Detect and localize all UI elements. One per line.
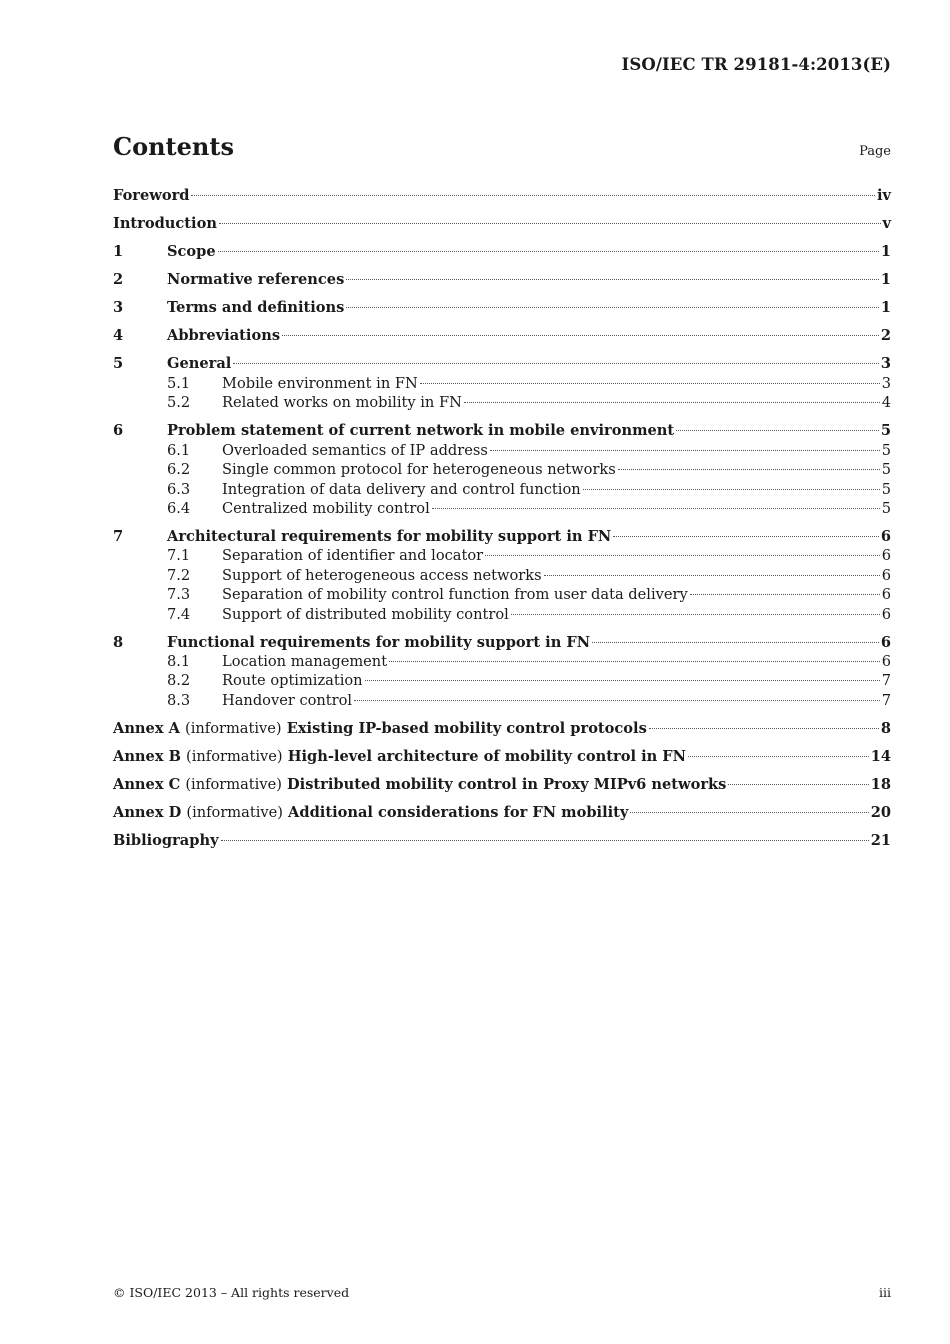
toc-entry-clause-8-2[interactable] xyxy=(113,671,891,690)
annex-title: Distributed mobility control in Proxy MIPv6 networks xyxy=(287,776,727,794)
toc-entry-page: 1 xyxy=(880,243,891,261)
annex-title: High-level architecture of mobility control in FN xyxy=(287,747,687,765)
dot-leader xyxy=(511,614,880,615)
toc-entry-number: 3 xyxy=(113,299,124,317)
toc-entry-page: 5 xyxy=(881,480,891,498)
toc-entry-clause-7-2[interactable] xyxy=(113,566,891,585)
toc-entry-clause-7-4[interactable] xyxy=(113,605,891,624)
toc-entry-page: 1 xyxy=(880,271,891,289)
toc-entry-number: 5.1 xyxy=(167,374,191,392)
toc-entry-title: Separation of identifier and locator xyxy=(222,547,484,565)
toc-entry-title: Introduction xyxy=(113,215,217,233)
annex-label: Annex A xyxy=(113,719,180,737)
toc-entry-page: 5 xyxy=(881,441,891,459)
dot-leader xyxy=(219,223,881,224)
toc-entry-title xyxy=(113,775,726,794)
toc-entry-page: 6 xyxy=(880,633,891,651)
toc-entry-title: Bibliography xyxy=(113,832,219,850)
dot-leader xyxy=(464,402,880,403)
toc-entry-clause-4[interactable] xyxy=(113,326,891,345)
toc-entry-page: 6 xyxy=(881,653,891,670)
toc-entry-number: 8.2 xyxy=(167,672,191,690)
annex-kind: (informative) xyxy=(186,804,283,822)
toc-entry-clause-5-2[interactable] xyxy=(113,393,891,412)
toc-entry-title: Terms and definitions xyxy=(167,299,345,317)
toc-entry-clause-5[interactable] xyxy=(113,354,891,373)
toc-entry-clause-8-3[interactable] xyxy=(113,691,891,710)
toc-entry-clause-6-3[interactable] xyxy=(113,480,891,499)
toc-entry-number: 4 xyxy=(113,327,124,345)
dot-leader xyxy=(365,680,880,681)
toc-entry-page: 20 xyxy=(870,804,891,822)
toc-entry-clause-6-2[interactable] xyxy=(113,460,891,479)
toc-entry-page: 5 xyxy=(880,422,891,440)
toc-entry-title: Foreword xyxy=(113,187,190,204)
toc-entry-number: 5 xyxy=(113,355,124,373)
toc-entry-number: 8.3 xyxy=(167,691,191,709)
dot-leader xyxy=(389,661,880,662)
toc-entry-number: 6.3 xyxy=(167,480,191,498)
dot-leader xyxy=(346,279,879,280)
toc-entry-title: Overloaded semantics of IP address xyxy=(222,441,488,459)
toc-entry-page: 4 xyxy=(881,394,891,412)
toc-entry-title: Architectural requirements for mobility support in FN xyxy=(167,527,612,545)
toc-entry-number: 8 xyxy=(113,633,124,651)
dot-leader xyxy=(618,469,880,470)
toc-entry-clause-5-1[interactable] xyxy=(113,374,891,393)
toc-entry-title: Problem statement of current network in mobile environment xyxy=(167,422,675,440)
footer-page-number: iii xyxy=(879,1285,891,1300)
toc-entry-page: 3 xyxy=(881,374,891,392)
annex-label: Annex D xyxy=(113,804,182,822)
toc-entry-page: 6 xyxy=(881,566,891,584)
dot-leader xyxy=(592,642,879,643)
annex-kind: (informative) xyxy=(185,719,282,737)
toc-entry-clause-7[interactable] xyxy=(113,527,891,546)
toc-entry-clause-6-4[interactable] xyxy=(113,499,891,518)
dot-leader xyxy=(420,383,880,384)
dot-leader xyxy=(583,489,880,490)
toc-entry-page: 1 xyxy=(880,299,891,317)
toc-entry-bibliography[interactable] xyxy=(113,831,891,850)
toc-entry-number: 8.1 xyxy=(167,653,191,670)
dot-leader xyxy=(346,307,878,308)
dot-leader xyxy=(233,363,879,364)
contents-heading: Contents xyxy=(113,132,234,161)
dot-leader xyxy=(490,450,880,451)
toc-entry-title: Handover control xyxy=(222,691,353,709)
toc-entry-title: Scope xyxy=(167,243,216,261)
document-id-header: ISO/IEC TR 29181-4:2013(E) xyxy=(621,55,891,74)
toc-entry-title: Centralized mobility control xyxy=(222,499,430,517)
toc-entry-page: v xyxy=(882,215,891,233)
toc-entry-page: 5 xyxy=(881,499,891,517)
toc-entry-clause-6-1[interactable] xyxy=(113,441,891,460)
toc-entry-number: 7.1 xyxy=(167,547,191,565)
toc-entry-title: Abbreviations xyxy=(167,327,281,345)
toc-entry-title xyxy=(113,803,628,822)
toc-entry-clause-7-3[interactable] xyxy=(113,585,891,604)
toc-entry-page: 18 xyxy=(870,776,891,794)
toc-entry-page: 6 xyxy=(881,547,891,565)
dot-leader xyxy=(728,784,868,785)
dot-leader xyxy=(613,536,879,537)
dot-leader xyxy=(221,840,869,841)
dot-leader xyxy=(354,700,880,701)
dot-leader xyxy=(688,756,869,757)
toc-entry-annex-b[interactable] xyxy=(113,747,891,766)
toc-entry-number: 7 xyxy=(113,527,124,545)
dot-leader xyxy=(690,594,880,595)
toc-entry-number: 6.4 xyxy=(167,499,191,517)
toc-entry-clause-6[interactable] xyxy=(113,421,891,440)
dot-leader xyxy=(282,335,879,336)
toc-entry-page: 7 xyxy=(881,691,891,709)
dot-leader xyxy=(432,508,880,509)
toc-entry-page: 6 xyxy=(881,586,891,604)
toc-entry-number: 5.2 xyxy=(167,394,191,412)
toc-entry-title: Route optimization xyxy=(222,672,363,690)
toc-entry-title xyxy=(113,719,647,738)
toc-entry-clause-8-1[interactable] xyxy=(113,652,891,671)
annex-title: Additional considerations for FN mobility xyxy=(288,804,629,822)
toc-entry-page: 14 xyxy=(870,747,891,765)
toc-entry-title: General xyxy=(167,355,232,373)
dot-leader xyxy=(218,251,879,252)
dot-leader xyxy=(649,728,879,729)
toc-entry-title: Integration of data delivery and control function xyxy=(222,480,581,498)
toc-entry-title: Location management xyxy=(222,653,388,670)
toc-entry-page: 21 xyxy=(870,832,891,850)
toc-entry-title: Related works on mobility in FN xyxy=(222,394,462,412)
toc-entry-number: 6.1 xyxy=(167,441,191,459)
toc-entry-introduction[interactable] xyxy=(113,214,891,233)
annex-kind: (informative) xyxy=(185,776,282,794)
toc-entry-number: 7.4 xyxy=(167,605,191,623)
toc-entry-clause-8[interactable] xyxy=(113,633,891,652)
toc-entry-clause-7-1[interactable] xyxy=(113,546,891,565)
toc-entry-page: 6 xyxy=(880,527,891,545)
toc-entry-title: Functional requirements for mobility support in FN xyxy=(167,633,591,651)
toc-entry-page: 8 xyxy=(880,719,891,737)
toc-entry-page: 7 xyxy=(881,672,891,690)
toc-entry-number: 2 xyxy=(113,271,124,289)
dot-leader xyxy=(630,812,868,813)
toc-entry-page: 5 xyxy=(881,461,891,479)
dot-leader xyxy=(544,575,880,576)
annex-kind: (informative) xyxy=(186,747,283,765)
toc-entry-title: Mobile environment in FN xyxy=(222,374,418,392)
table-of-contents xyxy=(113,186,891,851)
toc-entry-title: Support of heterogeneous access networks xyxy=(222,566,542,584)
toc-entry-title: Single common protocol for heterogeneous networks xyxy=(222,461,616,479)
toc-entry-annex-d[interactable] xyxy=(113,803,891,822)
toc-entry-number: 7.3 xyxy=(167,586,191,604)
toc-entry-page: iv xyxy=(876,187,891,204)
dot-leader xyxy=(191,195,875,196)
toc-entry-page: 2 xyxy=(880,327,891,345)
toc-entry-clause-2[interactable] xyxy=(113,270,891,289)
toc-entry-number: 7.2 xyxy=(167,566,191,584)
toc-entry-title: Support of distributed mobility control xyxy=(222,605,509,623)
toc-entry-number: 6.2 xyxy=(167,461,191,479)
annex-label: Annex B xyxy=(113,747,181,765)
toc-entry-number: 1 xyxy=(113,243,124,261)
toc-entry-annex-a[interactable] xyxy=(113,719,891,738)
footer-copyright: © ISO/IEC 2013 – All rights reserved xyxy=(113,1285,350,1300)
toc-entry-title: Normative references xyxy=(167,271,345,289)
toc-entry-page: 3 xyxy=(880,355,891,373)
toc-entry-title: Separation of mobility control function from user data delivery xyxy=(222,586,688,604)
toc-entry-annex-c[interactable] xyxy=(113,775,891,794)
annex-title: Existing IP-based mobility control protocols xyxy=(286,719,647,737)
toc-entry-clause-3[interactable] xyxy=(113,298,891,317)
toc-entry-page: 6 xyxy=(881,605,891,623)
toc-entry-foreword[interactable] xyxy=(113,186,891,205)
toc-entry-title xyxy=(113,747,686,766)
toc-entry-clause-1[interactable] xyxy=(113,242,891,261)
dot-leader xyxy=(676,430,879,431)
page-column-label: Page xyxy=(859,144,891,159)
toc-entry-number: 6 xyxy=(113,422,124,440)
dot-leader xyxy=(485,555,880,556)
annex-label: Annex C xyxy=(113,776,181,794)
